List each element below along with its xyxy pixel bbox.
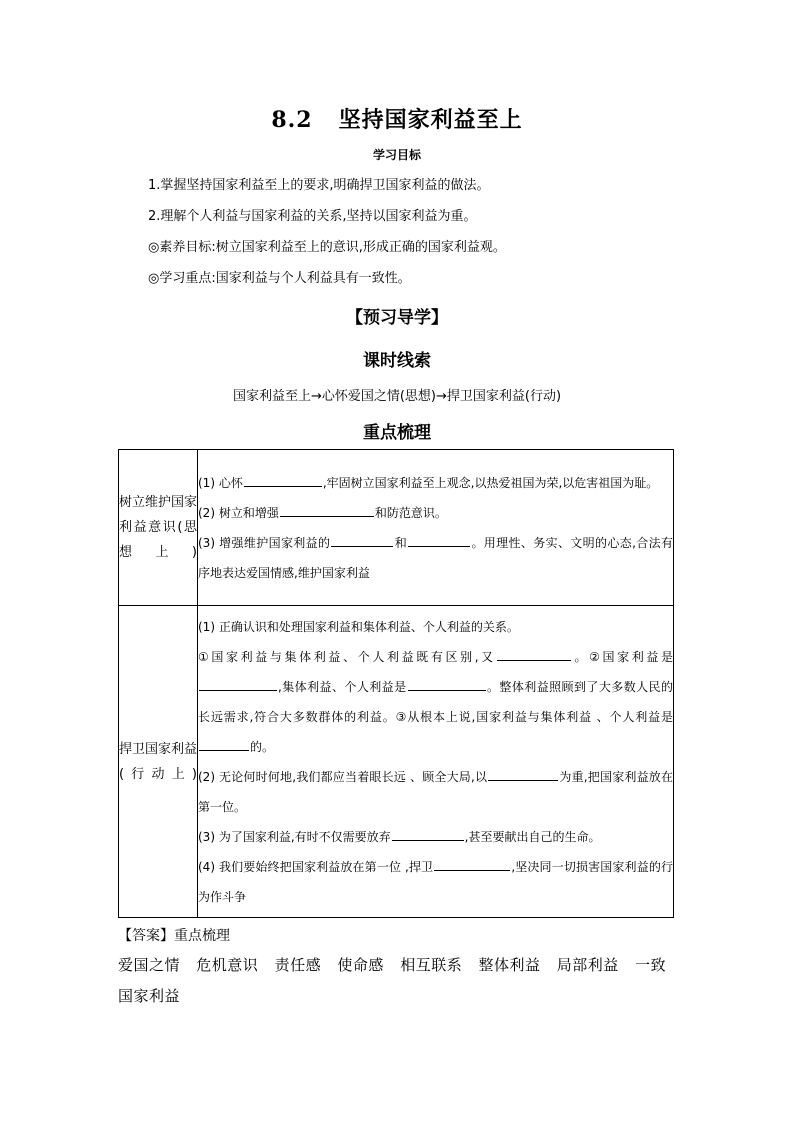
table-row bbox=[119, 606, 674, 918]
goal-item-1: 1.掌握坚持国家利益至上的要求,明确捍卫国家利益的做法。 bbox=[148, 178, 490, 193]
goal-item-2: 2.理解个人利益与国家利益的关系,坚持以国家利益为重。 bbox=[148, 209, 477, 224]
fill-blank bbox=[392, 826, 464, 841]
fill-blank bbox=[280, 502, 374, 517]
answer-heading: 【答案】重点梳理 bbox=[118, 928, 230, 944]
row-label-awareness: 树立维护国家利益意识(思想上) bbox=[119, 450, 198, 606]
title-text: 坚持国家利益至上 bbox=[338, 107, 523, 133]
fill-blank bbox=[488, 766, 558, 781]
table-row bbox=[119, 450, 674, 606]
row-label-defend: 捍卫国家利益(行动上) bbox=[119, 606, 198, 918]
answer-item: 国家利益 bbox=[118, 987, 181, 1005]
content-paragraph: (1) 心怀 ,牢固树立国家利益至上观念,以热爱祖国为荣,以危害祖国为耻。 bbox=[198, 468, 673, 498]
content-paragraph: (3) 增强维护国家利益的 和 。用理性、务实、文明的心态,合法有序地表达爱国情感,维护国家利益 bbox=[198, 528, 673, 588]
preview-heading: 【预习导学】 bbox=[346, 308, 448, 328]
fill-blank bbox=[199, 736, 249, 751]
answer-item: 整体利益 bbox=[478, 956, 541, 974]
answer-item: 局部利益 bbox=[556, 956, 619, 974]
goal-item-4: ◎学习重点:国家利益与个人利益具有一致性。 bbox=[148, 271, 411, 286]
answer-item: 危机意识 bbox=[196, 956, 259, 974]
goal-item-3: ◎素养目标:树立国家利益至上的意识,形成正确的国家利益观。 bbox=[148, 240, 506, 255]
answer-item: 一致 bbox=[635, 956, 667, 974]
key-points-table bbox=[118, 449, 674, 918]
fill-blank bbox=[199, 676, 277, 691]
fill-blank bbox=[244, 472, 322, 487]
fill-blank bbox=[331, 532, 393, 547]
answer-item: 责任感 bbox=[274, 956, 322, 974]
section-number: 8.2 bbox=[271, 107, 313, 133]
content-paragraph: (2) 无论何时何地,我们都应当着眼长远 、顾全大局,以 为重,把国家利益放在第一位。 bbox=[198, 762, 673, 822]
fill-blank bbox=[408, 532, 470, 547]
page-title bbox=[0, 103, 794, 134]
answer-item: 爱国之情 bbox=[118, 956, 181, 974]
fill-blank bbox=[434, 856, 510, 871]
answer-item: 使命感 bbox=[337, 956, 384, 974]
answer-list bbox=[118, 950, 680, 1012]
row-content-defend bbox=[198, 606, 674, 918]
content-paragraph: ①国家利益与集体利益、个人利益既有区别,又 。②国家利益是,集体利益、个人利益是 。整体利益照顾到了大多数人民的长远需求,符合大多数群体的利益。③从根本上说,国家利益与集体利益 、个人利益是的。 bbox=[198, 642, 673, 762]
key-points-heading: 重点梳理 bbox=[363, 423, 431, 443]
content-paragraph: (1) 正确认识和处理国家利益和集体利益、个人利益的关系。 bbox=[198, 619, 519, 634]
clue-heading: 课时线索 bbox=[363, 351, 431, 371]
clue-text: 国家利益至上→心怀爱国之情(思想)→捍卫国家利益(行动) bbox=[232, 389, 562, 404]
row-content-awareness bbox=[198, 450, 674, 606]
content-paragraph: (3) 为了国家利益,有时不仅需要放弃 ,甚至要献出自己的生命。 bbox=[198, 822, 673, 852]
answer-item: 相互联系 bbox=[400, 956, 463, 974]
fill-blank bbox=[408, 676, 486, 691]
learning-goals-heading: 学习目标 bbox=[372, 148, 421, 162]
content-paragraph: (4) 我们要始终把国家利益放在第一位 ,捍卫 ,坚决同一切损害国家利益的行为作斗争 bbox=[198, 852, 673, 912]
fill-blank bbox=[497, 646, 571, 661]
content-paragraph: (2) 树立和增强 和防范意识。 bbox=[198, 498, 673, 528]
